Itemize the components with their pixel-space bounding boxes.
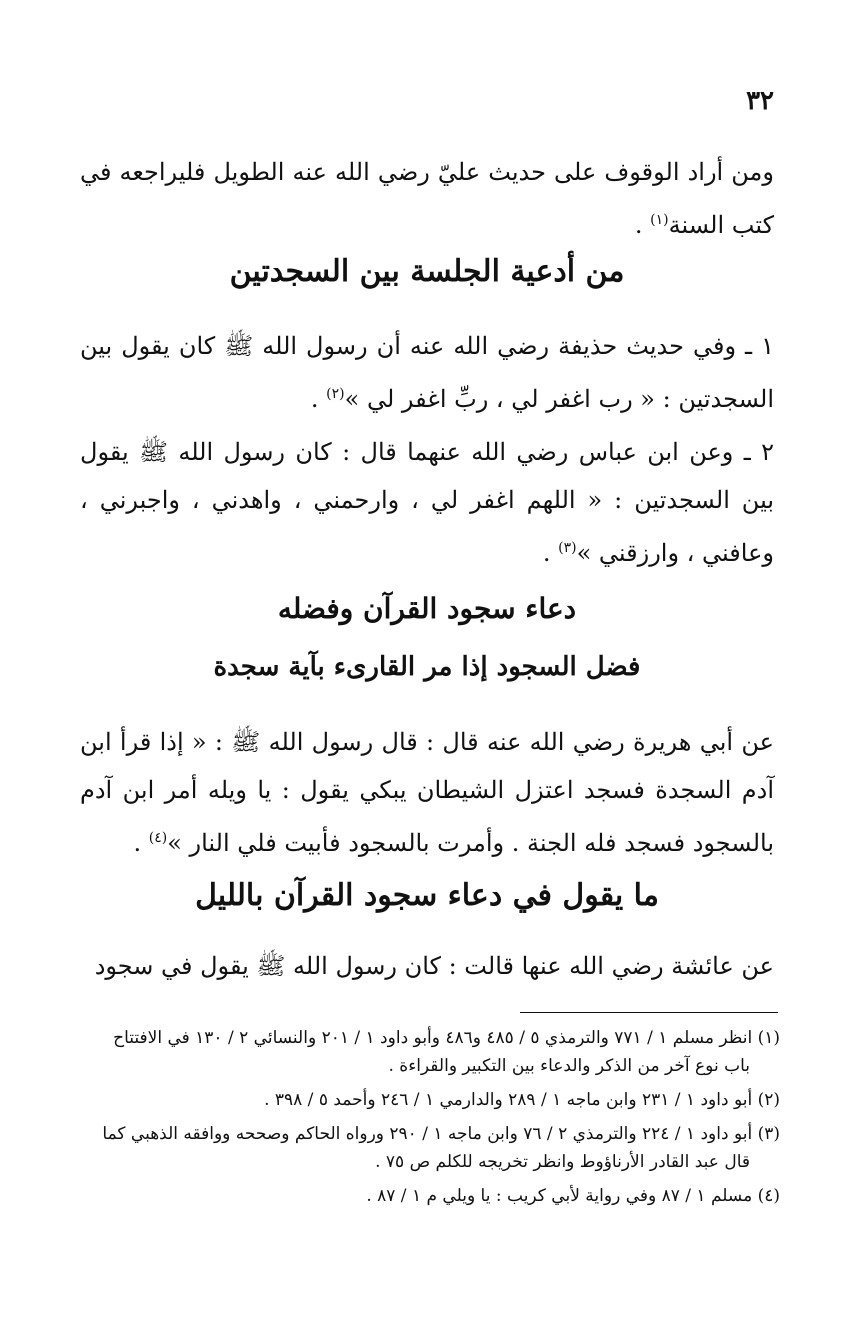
hadith-abu-hurayra-paragraph [80, 718, 774, 867]
footnote-4: (٤) مسلم ١ / ٨٧ وفي رواية لأبي كريب : يا ويلي م ١ / ٨٧ . [366, 1186, 780, 1206]
hadith-ibn-abbas-end: . [542, 539, 559, 567]
section-heading-quran-prostration: دعاء سجود القرآن وفضله [277, 592, 577, 625]
footnote-ref-3: (٣) [558, 540, 577, 556]
page-number: ٣٢ [746, 86, 774, 116]
footnote-divider [520, 1012, 778, 1013]
section-heading-sitting-duas: من أدعية الجلسة بين السجدتين [229, 254, 625, 289]
footnotes [80, 1024, 780, 1216]
footnote-ref-4: (٤) [148, 830, 168, 846]
section-heading-night-prostration: ما يقول في دعاء سجود القرآن بالليل [195, 878, 659, 913]
footnote-ref-1: (١) [650, 212, 669, 228]
hadith-aisha-paragraph [80, 942, 774, 990]
footnote-ref-2: (٢) [326, 386, 345, 402]
hadith-hudhayfa-paragraph [80, 322, 774, 423]
hadith-hudhayfa-end: . [310, 385, 327, 413]
hadith-abu-hurayra-text: عن أبي هريرة رضي الله عنه قال : قال رسول الله ﷺ : « إذا قرأ ابن آدم السجدة فسجد اعتزل الشيطان يبكي يقول : يا ويله أمر ابن آدم بالسجود فسجد فله الجنة . وأمرت بالسجود فأبيت فلي النار » [80, 728, 774, 857]
intro-paragraph [80, 148, 774, 249]
intro-end: . [634, 211, 651, 239]
hadith-abu-hurayra-end: . [133, 829, 149, 857]
hadith-ibn-abbas-paragraph [80, 428, 774, 577]
subheading-prostration-virtue: فضل السجود إذا مر القارىء بآية سجدة [213, 652, 641, 682]
hadith-hudhayfa-text: ١ ـ وفي حديث حذيفة رضي الله عنه أن رسول الله ﷺ كان يقول بين السجدتين : « رب اغفر لي ، ربِّ اغفر لي » [80, 332, 774, 413]
hadith-aisha-text: عن عائشة رضي الله عنها قالت : كان رسول الله ﷺ يقول في سجود [94, 952, 774, 980]
footnote-3-line1: (٣) أبو داود ١ / ٢٢٤ والترمذي ٢ / ٧٦ وابن ماجه ١ / ٢٩٠ ورواه الحاكم وصححه ووافقه الذهبي كما [102, 1124, 780, 1144]
footnote-1 [80, 1024, 780, 1080]
intro-text: ومن أراد الوقوف على حديث عليّ رضي الله عنه الطويل فليراجعه في كتب السنة [80, 158, 774, 239]
footnote-3-line2: قال عبد القادر الأرناؤوط وانظر تخريجه للكلم ص ٧٥ . [375, 1152, 750, 1172]
hadith-ibn-abbas-text: ٢ ـ وعن ابن عباس رضي الله عنهما قال : كان رسول الله ﷺ يقول بين السجدتين : « اللهم اغفر لي ، وارحمني ، واهدني ، واجبرني ، وعافني ، وارزقني » [80, 438, 774, 567]
footnote-1-line2: باب نوع آخر من الذكر والدعاء بين التكبير والقراءة . [388, 1056, 750, 1076]
footnote-1-line1: (١) انظر مسلم ١ / ٧٧١ والترمذي ٥ / ٤٨٥ و٤٨٦ وأبو داود ١ / ٢٠١ والنسائي ٢ / ١٣٠ في الافتتاح [113, 1028, 780, 1048]
footnote-2: (٢) أبو داود ١ / ٢٣١ وابن ماجه ١ / ٢٨٩ والدارمي ١ / ٢٤٦ وأحمد ٥ / ٣٩٨ . [264, 1090, 780, 1110]
footnote-3 [80, 1120, 780, 1176]
